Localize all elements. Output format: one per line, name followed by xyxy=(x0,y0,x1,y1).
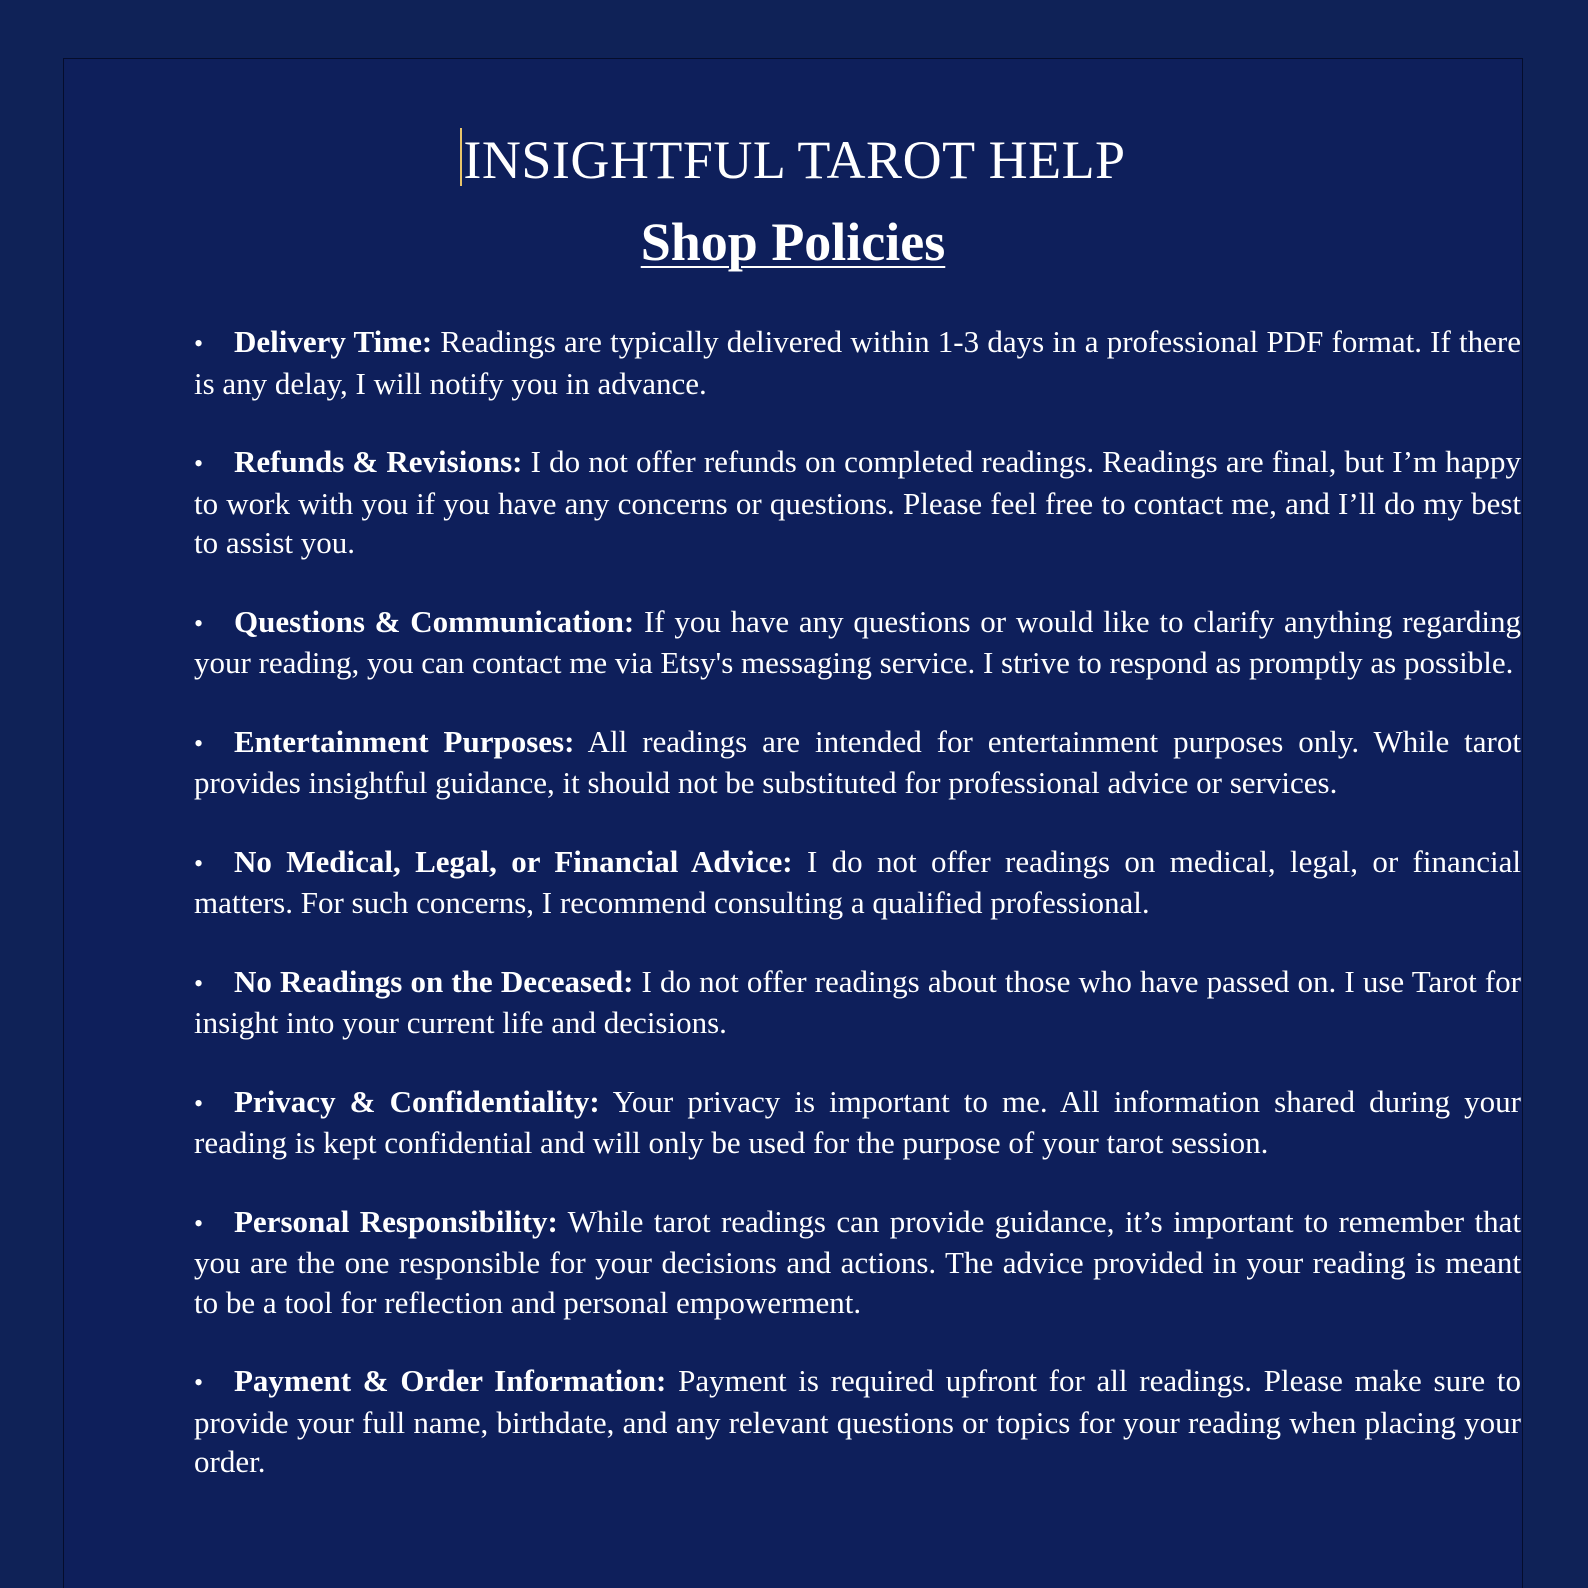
bullet-icon: • xyxy=(194,968,204,998)
policy-text: Your privacy is important to me. All information shared during your reading is kept confidential and will only be used for the purpose of your tarot session. xyxy=(194,1083,1522,1160)
policy-heading: Personal Responsibility: xyxy=(234,1203,558,1239)
policy-text: I do not offer refunds on completed readings. Readings are final, but I’m happy to work with you if you have any concerns or questions. Please feel free to contact me, and I’ll do my best to assist you. xyxy=(194,444,1521,560)
policy-heading: No Readings on the Deceased: xyxy=(234,963,634,999)
policy-text: While tarot readings can provide guidance, it’s important to remember that you are the one responsible for your decisions and actions. The advice provided in your reading is meant to be a tool for reflection and personal empowerment. xyxy=(194,1203,1521,1320)
document-page xyxy=(63,58,1523,1588)
policy-item-delivery-time xyxy=(194,322,1521,403)
bullet-icon: • xyxy=(194,848,204,878)
policy-text: I do not offer readings about those who have passed on. I use Tarot for insight into your current life and decisions. xyxy=(194,963,1521,1040)
policy-heading: Refunds & Revisions: xyxy=(234,444,523,479)
policy-item-no-medical-legal-financial xyxy=(194,842,1521,923)
policy-heading: Payment & Order Information: xyxy=(234,1363,667,1398)
policy-item-questions-communication xyxy=(194,602,1521,683)
document-subtitle: Shop Policies xyxy=(640,212,946,272)
bullet-icon: • xyxy=(194,1088,204,1118)
policy-item-refunds-revisions xyxy=(194,442,1521,563)
policy-heading: Questions & Communication: xyxy=(234,603,635,639)
bullet-icon: • xyxy=(194,329,204,358)
policy-text: All readings are intended for entertainment purposes only. While tarot provides insightful guidance, it should not be substituted for professional advice or services. xyxy=(194,723,1521,800)
policy-heading: No Medical, Legal, or Financial Advice: xyxy=(234,843,793,879)
policy-item-no-readings-deceased xyxy=(194,962,1521,1043)
policy-heading: Delivery Time: xyxy=(234,324,433,359)
policy-text: I do not offer readings on medical, legal, or financial matters. For such concerns, I recommend consulting a qualified professional. xyxy=(194,843,1521,920)
document-title xyxy=(64,127,1522,193)
policy-text: If you have any questions or would like to clarify anything regarding your reading, you can contact me via Etsy's messaging service. I strive to respond as promptly as possible. xyxy=(194,603,1521,680)
policy-item-payment-order xyxy=(194,1361,1521,1482)
policy-text: Readings are typically delivered within 1-3 days in a professional PDF format. If there is any delay, I will notify you in advance. xyxy=(194,324,1522,401)
bullet-icon: • xyxy=(194,608,204,638)
policy-list xyxy=(194,322,1521,1521)
bullet-icon: • xyxy=(194,1368,204,1397)
policy-item-personal-responsibility xyxy=(194,1202,1521,1323)
title-text: INSIGHTFUL TAROT HELP xyxy=(463,130,1126,190)
policy-heading: Privacy & Confidentiality: xyxy=(234,1083,600,1119)
bullet-icon: • xyxy=(194,1208,204,1238)
policy-heading: Entertainment Purposes: xyxy=(234,723,575,759)
bullet-icon: • xyxy=(194,449,204,478)
bullet-icon: • xyxy=(194,728,204,758)
policy-item-entertainment-purposes xyxy=(194,722,1521,803)
policy-text: Payment is required upfront for all readings. Please make sure to provide your full name, birthdate, and any relevant questions or topics for your reading when placing your order. xyxy=(194,1363,1521,1479)
policy-item-privacy-confidentiality xyxy=(194,1082,1521,1163)
